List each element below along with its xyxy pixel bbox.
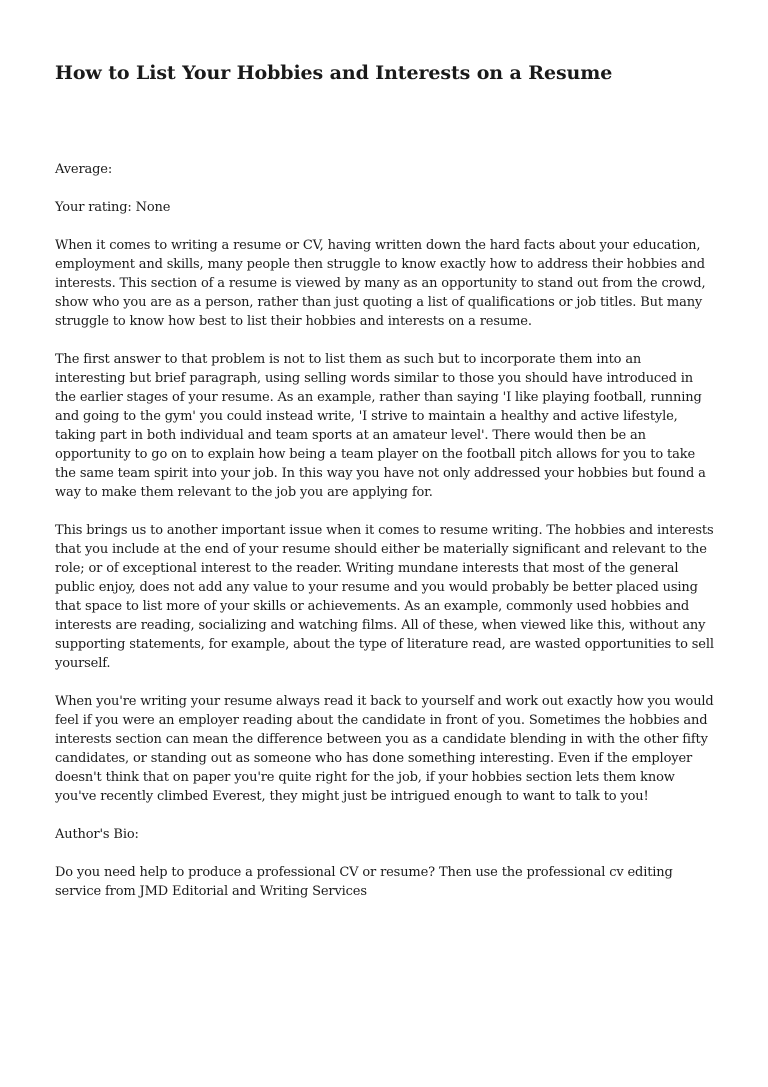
paragraph-4: When you're writing your resume always read it back to yourself and work out exactly how you would feel if you were an employer reading about the candidate in front of you. Sometimes the hobbies and interests section can mean the difference between you as a candidate blending in with the other fifty candidates, or standing out as someone who has done something interesting. Even if the employer doesn't think that on paper you're quite right for the job, if your hobbies section lets them know you've recently climbed Everest, they might just be intrigued enough to want to talk to you! (55, 694, 714, 804)
paragraph-3: This brings us to another important issue when it comes to resume writing. The hobbies and interests that you include at the end of your resume should either be materially significant and relevant to the role; or of exceptional interest to the reader. Writing mundane interests that most of the general public enjoy, does not add any value to your resume and you would probably be better placed using that space to list more of your skills or achievements. As an example, commonly used hobbies and interests are reading, socializing and watching films. All of these, when viewed like this, without any supporting statements, for example, about the type of literature read, are wasted opportunities to sell yourself. (55, 523, 714, 671)
author-bio-label: Author's Bio: (55, 827, 139, 842)
author-bio-text: Do you need help to produce a professional CV or resume? Then use the professional cv editing service from JMD Editorial and Writing Services (55, 865, 673, 899)
document-page (55, 60, 715, 920)
paragraph-1: When it comes to writing a resume or CV, having written down the hard facts about your education, employment and skills, many people then struggle to know exactly how to address their hobbies and interests. This section of a resume is viewed by many as an opportunity to stand out from the crowd, show who you are as a person, rather than just quoting a list of qualifications or job titles. But many struggle to know how best to list their hobbies and interests on a resume. (55, 238, 706, 329)
article-body (55, 160, 715, 901)
page-title: How to List Your Hobbies and Interests on a Resume (55, 62, 613, 84)
user-rating-label: Your rating: None (55, 200, 171, 215)
average-rating-label: Average: (55, 162, 113, 177)
paragraph-2: The first answer to that problem is not to list them as such but to incorporate them into an interesting but brief paragraph, using selling words similar to those you should have introduced in the earlier stages of your resume. As an example, rather than saying 'I like playing football, running and going to the gym' you could instead write, 'I strive to maintain a healthy and active lifestyle, taking part in both individual and team sports at an amateur level'. There would then be an opportunity to go on to explain how being a team player on the football pitch allows for you to take the same team spirit into your job. In this way you have not only addressed your hobbies but found a way to make them relevant to the job you are applying for. (55, 352, 706, 500)
